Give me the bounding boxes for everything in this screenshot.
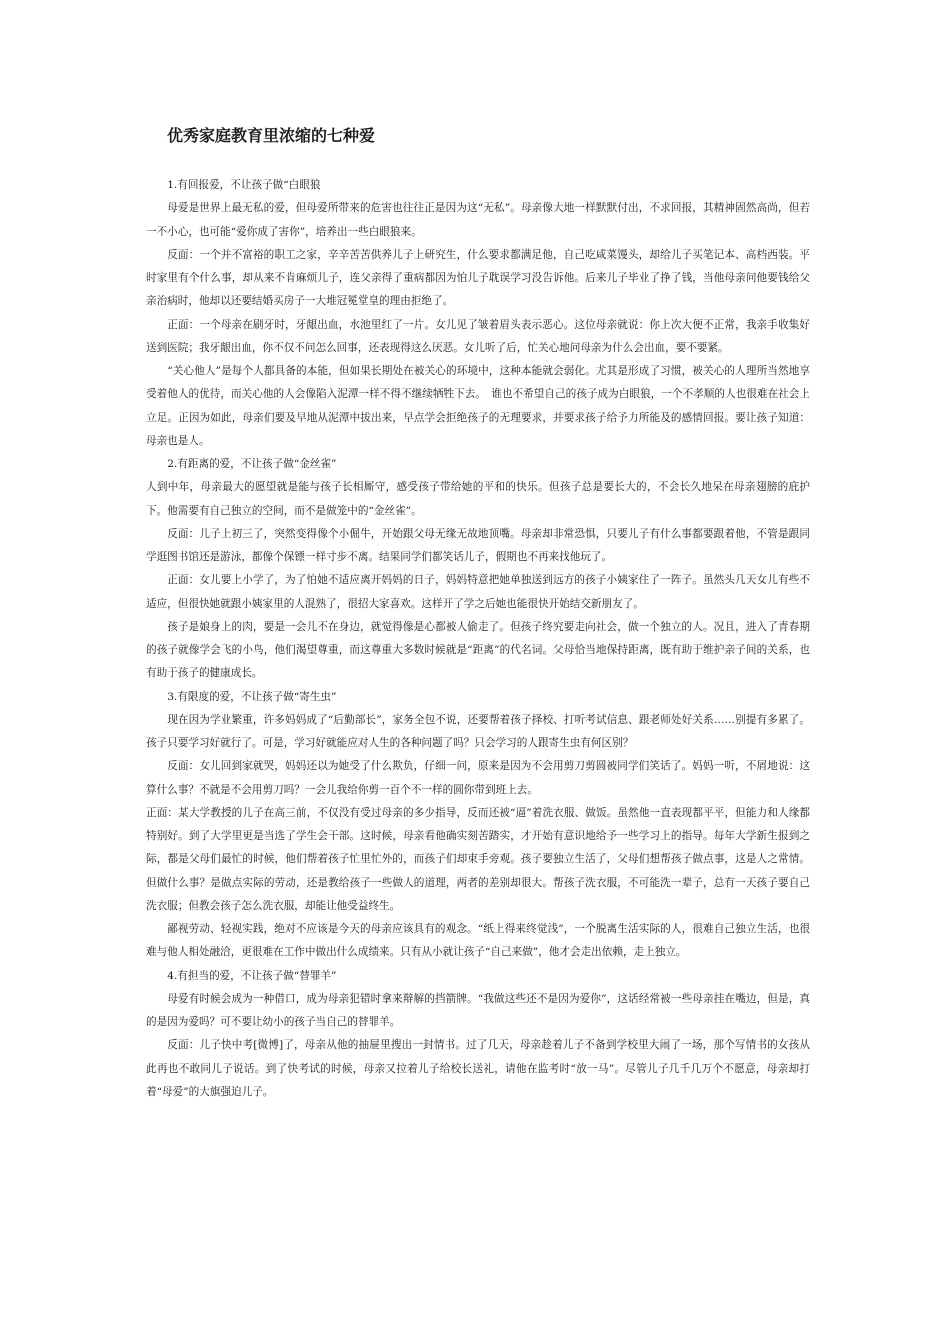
section-heading-3: 3.有限度的爱，不让孩子做“寄生虫”: [167, 690, 337, 703]
paragraph: 孩子是娘身上的肉，要是一会儿不在身边，就觉得像是心都被人偷走了。但孩子终究要走向社会，做一个独立的人。况且，进入了青春期的孩子就像学会飞的小鸟，他们渴望尊重，而这尊重大多数时候就是“距离”的代名词。父母恰当地保持距离，既有助于维护亲子间的关系，也有助于孩子的健康成长。: [146, 620, 810, 680]
paragraph: 反面：女儿回到家就哭，妈妈还以为她受了什么欺负，仔细一问，原来是因为不会用剪刀剪圆被同学们笑话了。妈妈一听，不屑地说：这算什么事？不就是不会用剪刀吗？一会儿我给你剪一百个不一样的圆你带到班上去。: [146, 760, 810, 796]
paragraph: 正面：某大学教授的儿子在高三前，不仅没有受过母亲的多少指导，反而还被“逼”着洗衣服、做饭。虽然他一直表现都平平，但能力和人缘都特别好。到了大学里更是当选了学生会干部。这时候，母亲看他确实刻苦踏实，才开始有意识地给予一些学习上的指导。每年大学新生报到之际，都是父母们最忙的时候，他们帮着孩子忙里忙外的，而孩子们却束手旁观。孩子要独立生活了，父母们想帮孩子做点事，这是人之常情。但做什么事？是做点实际的劳动，还是教给孩子一些做人的道理，两者的差别却很大。帮孩子洗衣服，不可能洗一辈子，总有一天孩子要自己洗衣服；但教会孩子怎么洗衣服，却能让他受益终生。: [146, 806, 810, 912]
document-page: [146, 124, 810, 1104]
document-title: 优秀家庭教育里浓缩的七种爱: [167, 126, 376, 145]
paragraph: 鄙视劳动、轻视实践，绝对不应该是今天的母亲应该具有的观念。“纸上得来终觉浅”，一个脱离生活实际的人，很难自己独立生活，也很难与他人相处融洽，更很难在工作中做出什么成绩来。只有从小就让孩子“自己来做”，他才会走出依赖，走上独立。: [146, 923, 810, 959]
section-heading-1: 1.有回报爱，不让孩子做“白眼狼: [167, 179, 321, 191]
paragraph: 反面：一个并不富裕的职工之家，辛辛苦苦供养儿子上研究生，什么要求都满足他，自己吃咸菜馒头，却给儿子买笔记本、高档西装。平时家里有个什么事，却从来不肯麻烦儿子，连父亲得了重病都因为怕儿子耽误学习没告诉他。后来儿子毕业了挣了钱，当他母亲问他要钱给父亲治病时，他却以还要结婚买房子一大堆冠冕堂皇的理由拒绝了。: [146, 248, 810, 308]
paragraph: 母爱是世界上最无私的爱，但母爱所带来的危害也往往正是因为这“无私”。母亲像大地一样默默付出，不求回报，其精神固然高尚，但若一不小心，也可能“爱你成了害你”，培养出一些白眼狼来。: [146, 202, 810, 238]
paragraph: “关心他人”是每个人都具备的本能，但如果长期处在被关心的环境中，这种本能就会弱化。尤其是形成了习惯，被关心的人理所当然地享受着他人的优待，而关心他的人会像陷入泥潭一样不得不继续牺牲下去。 谁也不希望自己的孩子成为白眼狼，一个不孝顺的人也很难在社会上立足。正因为如此，母亲们要及早地从泥潭中拔出来，早点学会拒绝孩子的无理要求，并要求孩子给予力所能及的感情回报。要让孩子知道：母亲也是人。: [146, 365, 810, 447]
paragraph: 正面：一个母亲在刷牙时，牙龈出血，水池里红了一片。女儿见了皱着眉头表示恶心。这位母亲就说：你上次大便不正常，我亲手收集好送到医院；我牙龈出血，你不仅不问怎么回事，还表现得这么厌恶。女儿听了后，忙关心地问母亲为什么会出血，要不要紧。: [146, 318, 810, 354]
section-heading-4: 4.有担当的爱，不让孩子做“替罪羊”: [167, 969, 337, 982]
paragraph: 反面：儿子上初三了，突然变得像个小倔牛，开始跟父母无缘无故地顶嘴。母亲却非常恐惧，只要儿子有什么事都要跟着他，不管是跟同学逛图书馆还是游泳，都像个保镖一样寸步不离。结果同学们都笑话儿子，假期也不再来找他玩了。: [146, 527, 810, 563]
paragraph: 正面：女儿要上小学了，为了怕她不适应离开妈妈的日子，妈妈特意把她单独送到远方的孩子小姨家住了一阵子。虽然头几天女儿有些不适应，但很快她就跟小姨家里的人混熟了，很招大家喜欢。这样开了学之后她也能很快开始结交新朋友了。: [146, 574, 810, 610]
paragraph: 反面：儿子快中考[微博]了，母亲从他的抽屉里搜出一封情书。过了几天，母亲趁着儿子不备到学校里大闹了一场，那个写情书的女孩从此再也不敢同儿子说话。到了快考试的时候，母亲又拉着儿子给校长送礼，请他在监考时“放一马”。尽管儿子几千几万个不愿意，母亲却打着“母爱”的大旗强迫儿子。: [146, 1039, 810, 1098]
paragraph: 母爱有时候会成为一种借口，成为母亲犯错时拿来辩解的挡箭牌。“我做这些还不是因为爱你”，这话经常被一些母亲挂在嘴边，但是，真的是因为爱吗？可不要让幼小的孩子当自己的替罪羊。: [146, 992, 810, 1028]
document-body: [146, 174, 810, 1104]
paragraph: 现在因为学业繁重，许多妈妈成了“后勤部长”，家务全包不说，还要帮着孩子择校、打听考试信息、跟老师处好关系……别提有多累了。孩子只要学习好就行了。可是，学习好就能应对人生的各种问题了吗？只会学习的人跟寄生虫有何区别？: [146, 713, 810, 749]
paragraph: 人到中年，母亲最大的愿望就是能与孩子长相厮守，感受孩子带给她的平和的快乐。但孩子总是要长大的，不会长久地呆在母亲翅膀的庇护下。他需要有自己独立的空间，而不是做笼中的“金丝雀”。: [146, 481, 810, 517]
section-heading-2: 2.有距离的爱，不让孩子做“金丝雀”: [167, 458, 337, 470]
